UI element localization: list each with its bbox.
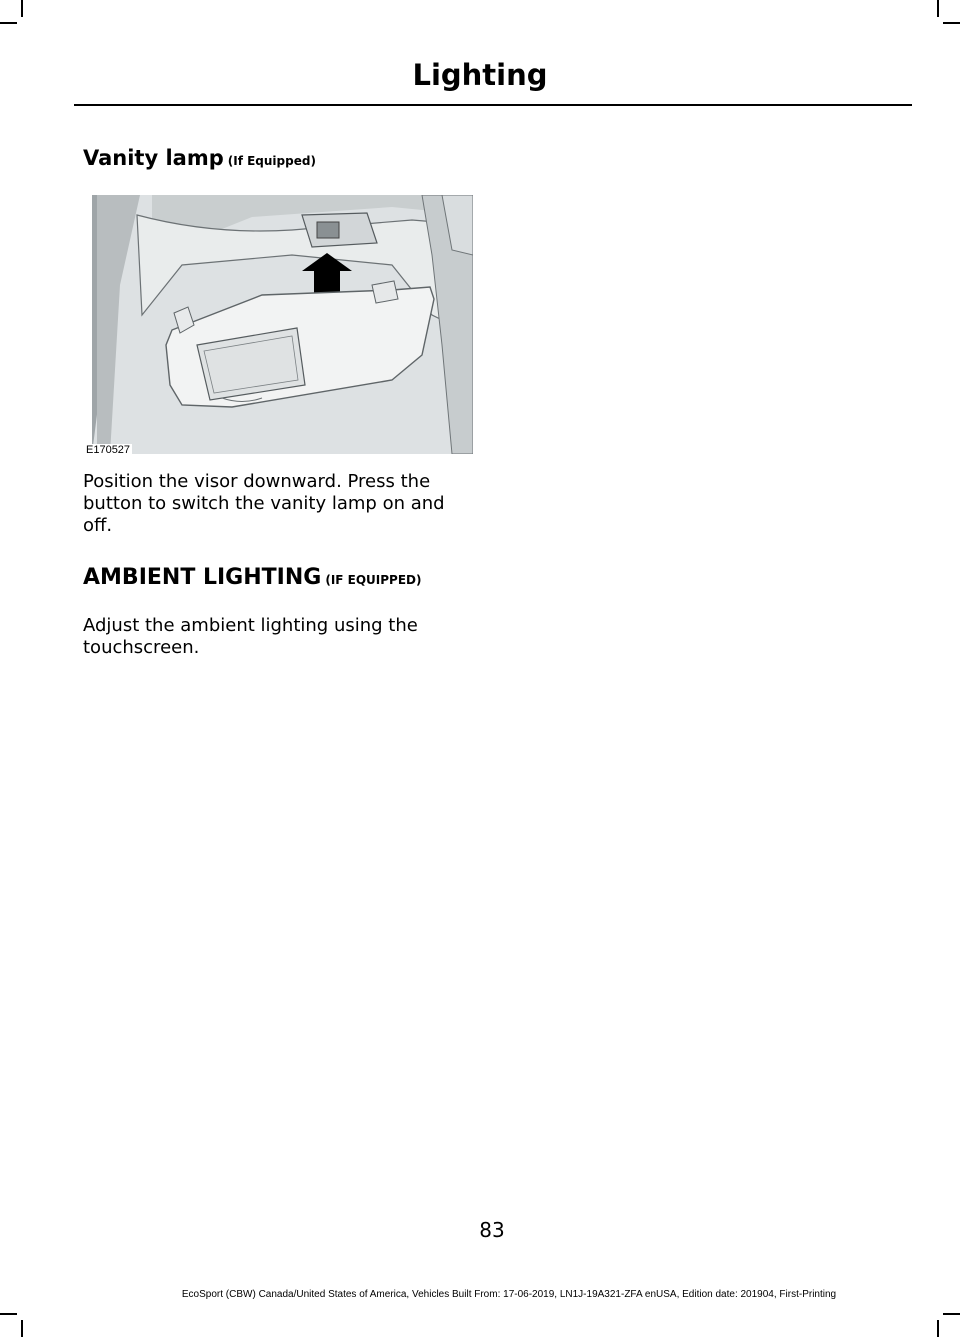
ambient-lighting-heading-text: AMBIENT LIGHTING bbox=[83, 565, 322, 590]
figure-id: E170527 bbox=[86, 444, 131, 456]
vanity-lamp-paragraph bbox=[83, 471, 445, 537]
header-divider bbox=[74, 104, 912, 106]
visor-drawing bbox=[92, 195, 473, 454]
page-number: 83 bbox=[479, 1218, 505, 1242]
ambient-lighting-heading bbox=[83, 565, 422, 590]
ambient-lighting-paragraph bbox=[83, 615, 418, 659]
vanity-lamp-illustration bbox=[92, 195, 473, 454]
crop-mark-top-left-h bbox=[0, 22, 17, 24]
vanity-lamp-heading-text: Vanity lamp bbox=[83, 146, 224, 170]
crop-mark-bottom-left-h bbox=[0, 1313, 17, 1315]
ambient-lighting-line-2: touchscreen. bbox=[83, 637, 200, 658]
ambient-lighting-qualifier: (IF EQUIPPED) bbox=[325, 573, 422, 587]
vanity-lamp-line-1: Position the visor downward. Press the bbox=[83, 471, 431, 492]
crop-mark-top-left-v bbox=[21, 0, 23, 17]
crop-mark-bottom-right-v bbox=[937, 1320, 939, 1337]
vanity-lamp-line-2: button to switch the vanity lamp on and bbox=[83, 493, 445, 514]
page-footer: EcoSport (CBW) Canada/United States of America, Vehicles Built From: 17-06-2019, LN1J-19A321-ZFA enUSA, Edition date: 201904, First-Printing bbox=[181, 1289, 837, 1300]
page-title: Lighting bbox=[412, 58, 548, 92]
vanity-lamp-qualifier: (If Equipped) bbox=[227, 154, 316, 168]
crop-mark-bottom-left-v bbox=[21, 1320, 23, 1337]
crop-mark-top-right-v bbox=[937, 0, 939, 17]
vanity-lamp-line-3: off. bbox=[83, 515, 113, 536]
vanity-lamp-heading bbox=[83, 146, 316, 170]
ambient-lighting-line-1: Adjust the ambient lighting using the bbox=[83, 615, 418, 636]
crop-mark-bottom-right-h bbox=[943, 1313, 960, 1315]
crop-mark-top-right-h bbox=[943, 22, 960, 24]
